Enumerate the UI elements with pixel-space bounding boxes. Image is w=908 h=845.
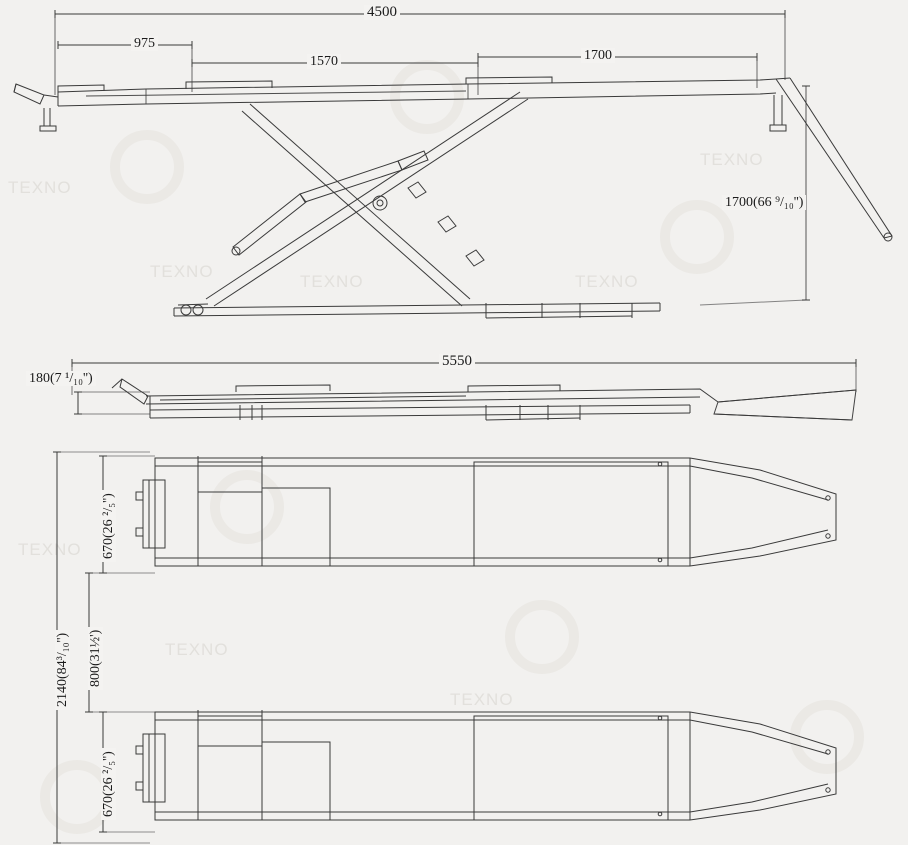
dimension-label-5550: 5550 xyxy=(439,354,475,369)
dimension-label-lift-height: 1700(66 ⁹/₁₀'') xyxy=(722,195,806,210)
dimension-label-min-height: 180(7 ¹/₁₀'') xyxy=(26,371,96,386)
dimension-label-975: 975 xyxy=(131,36,158,51)
dimension-label-overall-width: 2140(84³/₁₀'') xyxy=(55,630,70,710)
dimension-label-1570: 1570 xyxy=(307,54,341,69)
dimension-label-4500: 4500 xyxy=(364,5,400,20)
dimension-label-platform-width-lower: 670(26 ²/₅'') xyxy=(101,748,116,820)
dimension-label-platform-width-upper: 670(26 ²/₅'') xyxy=(101,490,116,562)
drawing-sheet: TEXNO TEXNO TEXNO TEXNO TEXNO TEXNO TEXNO TEXNO 4500 975 1570 1700 1700(66 ⁹/₁₀'') 5550 180(7 ¹/₁₀'') 2140(84³/₁₀'') 670(26 ²/₅'') 800(31½') 670(26 ²/₅'') xyxy=(0,0,908,845)
dimension-label-1700: 1700 xyxy=(581,48,615,63)
dimension-label-track-gap: 800(31½') xyxy=(88,627,103,690)
